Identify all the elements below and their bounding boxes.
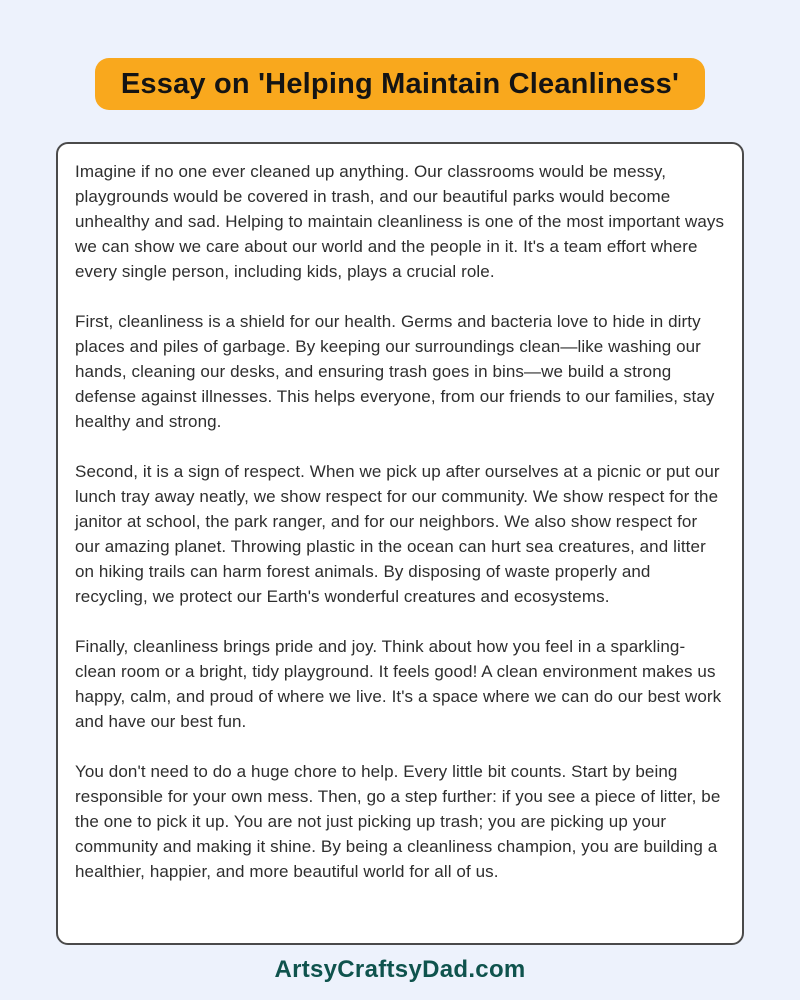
essay-paragraph-intro: Imagine if no one ever cleaned up anything. Our classrooms would be messy, playgrounds would be covered in trash, and our beautiful parks would become unhealthy and sad. Helping to maintain cleanliness is one of the most important ways we can show we care about our world and the people in it. It's a team effort where every single person, including kids, plays a crucial role.	[75, 162, 725, 281]
page-title: Essay on 'Helping Maintain Cleanliness'	[95, 58, 705, 110]
essay-paragraph-health: First, cleanliness is a shield for our health. Germs and bacteria love to hide in dirty places and piles of garbage. By keeping our surroundings clean—like washing our hands, cleaning our desks, and ensuring trash goes in bins—we build a strong defense against illnesses. This helps everyone, from our friends to our families, stay healthy and strong.	[75, 312, 715, 431]
essay-body-box	[56, 142, 744, 945]
site-watermark: ArtsyCraftsyDad.com	[274, 956, 526, 983]
essay-paragraph-pride: Finally, cleanliness brings pride and joy. Think about how you feel in a sparkling-clean room or a bright, tidy playground. It feels good! A clean environment makes us happy, calm, and proud of where we live. It's a space where we can do our best work and have our best fun.	[75, 637, 722, 731]
essay-paragraph-conclusion: You don't need to do a huge chore to help. Every little bit counts. Start by being responsible for your own mess. Then, go a step further: if you see a piece of litter, be the one to pick it up. You are not just picking up trash; you are picking up your community and making it shine. By being a cleanliness champion, you are building a healthier, happier, and more beautiful world for all of us.	[75, 762, 721, 881]
essay-paragraph-respect: Second, it is a sign of respect. When we pick up after ourselves at a picnic or put our lunch tray away neatly, we show respect for our community. We show respect for the janitor at school, the park ranger, and for our neighbors. We also show respect for our amazing planet. Throwing plastic in the ocean can hurt sea creatures, and litter on hiking trails can harm forest animals. By disposing of waste properly and recycling, we protect our Earth's wonderful creatures and ecosystems.	[75, 462, 720, 606]
title-banner-container	[0, 0, 800, 110]
